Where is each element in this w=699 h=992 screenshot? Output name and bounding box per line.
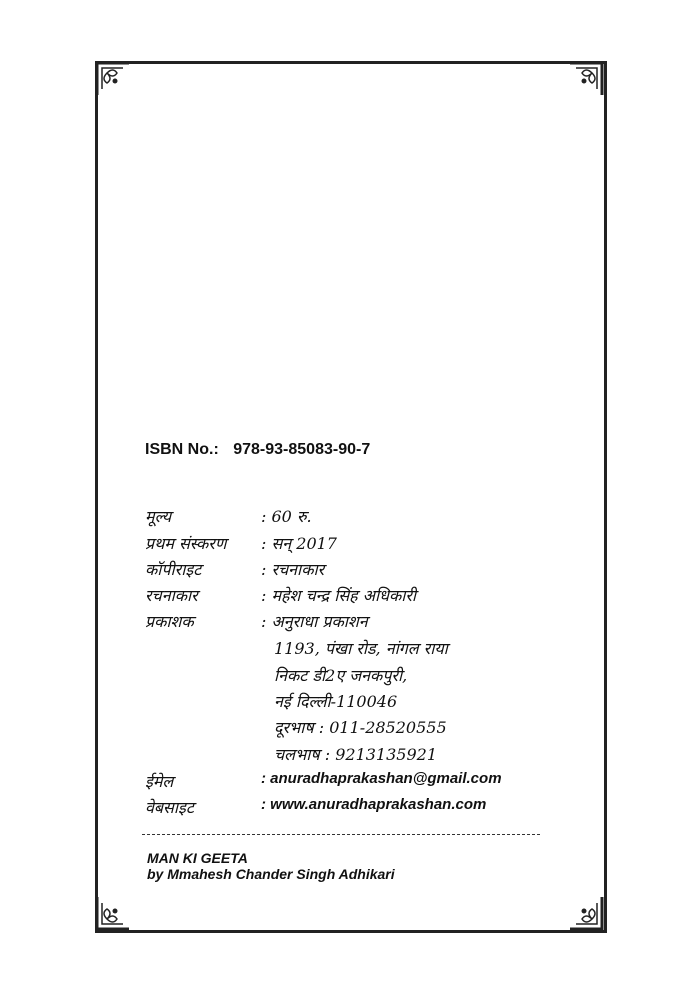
website-value: : www.anuradhaprakashan.com xyxy=(261,796,487,813)
publisher-phone-line: दूरभाष : 011-28520555 xyxy=(274,718,447,737)
detail-label: प्रकाशक xyxy=(145,612,194,631)
corner-ornament-bottom-left xyxy=(93,893,133,933)
corner-ornament-top-right xyxy=(566,59,606,99)
contact-label: वेबसाइट xyxy=(145,798,194,817)
isbn-line xyxy=(145,441,370,459)
detail-value: : 60 रु. xyxy=(261,507,312,526)
detail-value: : सन् 2017 xyxy=(261,534,337,553)
publisher-address-line: 1193, पंखा रोड, नांगल राया xyxy=(274,639,448,658)
detail-label: रचनाकार xyxy=(145,586,198,605)
dashed-divider xyxy=(142,834,540,835)
publisher-address-line: नई दिल्ली-110046 xyxy=(274,692,398,711)
detail-value: : महेश चन्द्र सिंह अधिकारी xyxy=(261,586,417,605)
email-value: : anuradhaprakashan@gmail.com xyxy=(261,770,502,787)
detail-label: मूल्य xyxy=(145,507,172,526)
corner-ornament-top-left xyxy=(93,59,133,99)
isbn-number: 978-93-85083-90-7 xyxy=(233,441,371,458)
corner-ornament-bottom-right xyxy=(566,893,606,933)
detail-label: प्रथम संस्करण xyxy=(145,534,227,553)
book-author-line: by Mmahesh Chander Singh Adhikari xyxy=(147,866,395,882)
contact-label: ईमेल xyxy=(145,772,174,791)
detail-value: : रचनाकार xyxy=(261,560,325,579)
book-title: MAN KI GEETA xyxy=(147,850,248,866)
isbn-label: ISBN No.: xyxy=(145,441,219,458)
detail-label: कॉपीराइट xyxy=(145,560,202,579)
detail-value: : अनुराधा प्रकाशन xyxy=(261,612,368,631)
book-footer xyxy=(147,850,395,882)
publisher-address-line: निकट डी2ए जनकपुरी, xyxy=(274,666,408,685)
publisher-mobile-line: चलभाष : 9213135921 xyxy=(274,745,438,764)
